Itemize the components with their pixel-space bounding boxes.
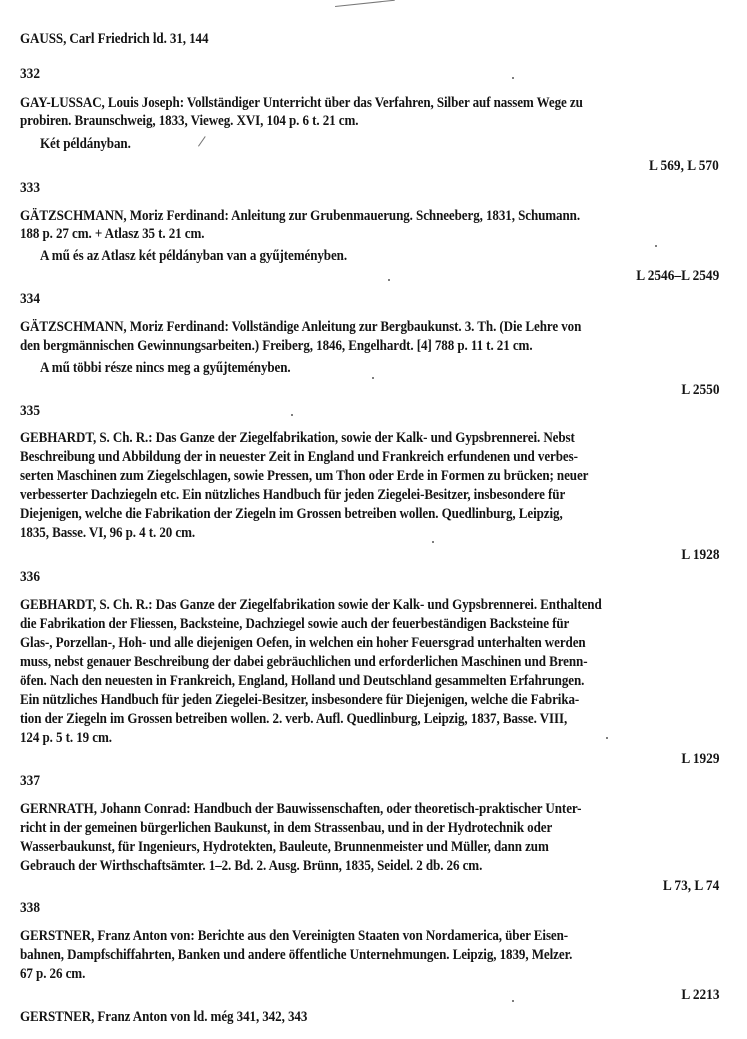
entry-text-line: verbesserter Dachziegeln etc. Ein nützliches Handbuch für jeden Ziegelei-Besitzer, insbesondere für (20, 487, 566, 503)
cross-reference-gerstner: GERSTNER, Franz Anton von ld. még 341, 342, 343 (20, 1009, 308, 1025)
entry-number: 334 (20, 291, 41, 307)
scan-speck (291, 414, 293, 416)
entry-text-line: 188 p. 27 cm. + Atlasz 35 t. 21 cm. (20, 226, 205, 242)
shelf-mark: L 1929 (680, 751, 719, 767)
entry-number: 332 (20, 66, 41, 82)
entry-note: A mű többi része nincs meg a gyűjteményben. (40, 360, 291, 376)
entry-text-line: 124 p. 5 t. 19 cm. (20, 730, 112, 746)
entry-number: 336 (20, 569, 41, 585)
scan-scratch (198, 136, 206, 146)
entry-text-line: GERSTNER, Franz Anton von: Berichte aus den Vereinigten Staaten von Nordamerica, über Eisen- (20, 928, 569, 944)
scan-speck (388, 279, 390, 281)
shelf-mark: L 2213 (680, 987, 719, 1003)
entry-number: 338 (20, 900, 41, 916)
entry-text-line: serten Maschinen zum Ziegelschlagen, sowie Pressen, um Thon oder Erde in Formen zu brücken; neuer (20, 468, 589, 484)
entry-text-line: Glas-, Porzellan-, Hoh- und alle diejenigen Oefen, in welchen ein hoher Feuersgrad unterhalten werden (20, 635, 586, 651)
entry-text-line: GAY-LUSSAC, Louis Joseph: Vollständiger Unterricht über das Verfahren, Silber auf nassem Wege zu (20, 95, 583, 111)
entry-text-line: Ein nützliches Handbuch für jeden Ziegelei-Besitzer, insbesondere für Diejenigen, welche die Fabrika- (20, 692, 580, 708)
scan-scratch (335, 0, 395, 7)
shelf-mark: L 73, L 74 (662, 878, 719, 894)
entry-text-line: tion der Ziegeln im Grossen betreiben wollen. 2. verb. Aufl. Quedlinburg, Leipzig, 1837, Basse. VIII, (20, 711, 568, 727)
entry-text-line: GERNRATH, Johann Conrad: Handbuch der Bauwissenschaften, oder theoretisch-praktischer Unter- (20, 801, 582, 817)
entry-note: Két példányban. (40, 136, 131, 152)
cross-reference-gauss: GAUSS, Carl Friedrich ld. 31, 144 (20, 31, 209, 47)
entry-text-line: muss, nebst genauer Beschreibung der dabei gebräuchlichen und erforderlichen Maschinen und Brenn- (20, 654, 588, 670)
entry-text-line: bahnen, Dampfschiffahrten, Banken und andere öffentliche Unternehmungen. Leipzig, 1839, Melzer. (20, 947, 573, 963)
entry-text-line: Wasserbaukunst, für Ingenieurs, Hydrotekten, Bauleute, Brunnenmeister und Müller, dann zum (20, 839, 549, 855)
entry-note: A mű és az Atlasz két példányban van a gyűjteményben. (40, 248, 348, 264)
scan-speck (606, 737, 608, 739)
entry-number: 333 (20, 180, 41, 196)
entry-text-line: GEBHARDT, S. Ch. R.: Das Ganze der Ziegelfabrikation sowie der Kalk- und Gypsbrennerei. Enthaltend (20, 597, 602, 613)
shelf-mark: L 2550 (680, 382, 719, 398)
scan-speck (512, 77, 514, 79)
shelf-mark: L 2546–L 2549 (635, 268, 719, 284)
entry-text-line: GÄTZSCHMANN, Moriz Ferdinand: Anleitung zur Grubenmauerung. Schneeberg, 1831, Schumann. (20, 208, 581, 224)
scan-speck (372, 377, 374, 379)
shelf-mark: L 1928 (680, 547, 719, 563)
entry-number: 335 (20, 403, 41, 419)
entry-text-line: Diejenigen, welche die Fabrikation der Ziegeln im Grossen betreiben wollen. Quedlinburg, Leipzig, (20, 506, 563, 522)
entry-text-line: 67 p. 26 cm. (20, 966, 86, 982)
scan-speck (512, 1000, 514, 1002)
entry-text-line: richt in der gemeinen bürgerlichen Baukunst, in dem Strassenbau, und in der Hydrotechnik oder (20, 820, 553, 836)
entry-text-line: Gebrauch der Wirthschaftsämter. 1–2. Bd. 2. Ausg. Brünn, 1835, Seidel. 2 db. 26 cm. (20, 858, 483, 874)
scan-speck (432, 541, 434, 543)
shelf-mark: L 569, L 570 (649, 158, 719, 174)
scan-speck (655, 245, 657, 247)
entry-text-line: GEBHARDT, S. Ch. R.: Das Ganze der Ziegelfabrikation, sowie der Kalk- und Gypsbrennerei. Nebst (20, 430, 575, 446)
entry-text-line: GÄTZSCHMANN, Moriz Ferdinand: Vollständige Anleitung zur Bergbaukunst. 3. Th. (Die Lehre von (20, 319, 582, 335)
entry-text-line: den bergmännischen Gewinnungsarbeiten.) Freiberg, 1846, Engelhardt. [4] 788 p. 11 t. 21 cm. (20, 338, 533, 354)
entry-text-line: Beschreibung und Abbildung der in neuester Zeit in England und Frankreich erfundenen und verbes- (20, 449, 578, 465)
entry-number: 337 (20, 773, 41, 789)
entry-text-line: die Fabrikation der Fliessen, Backsteine, Dachziegel sowie auch der feuerbeständigen Backsteine für (20, 616, 570, 632)
entry-text-line: probiren. Braunschweig, 1833, Vieweg. XVI, 104 p. 6 t. 21 cm. (20, 113, 359, 129)
entry-text-line: öfen. Nach den neuesten in Frankreich, England, Holland und Deutschland gesammelten Erfahrungen. (20, 673, 585, 689)
entry-text-line: 1835, Basse. VI, 96 p. 4 t. 20 cm. (20, 525, 196, 541)
